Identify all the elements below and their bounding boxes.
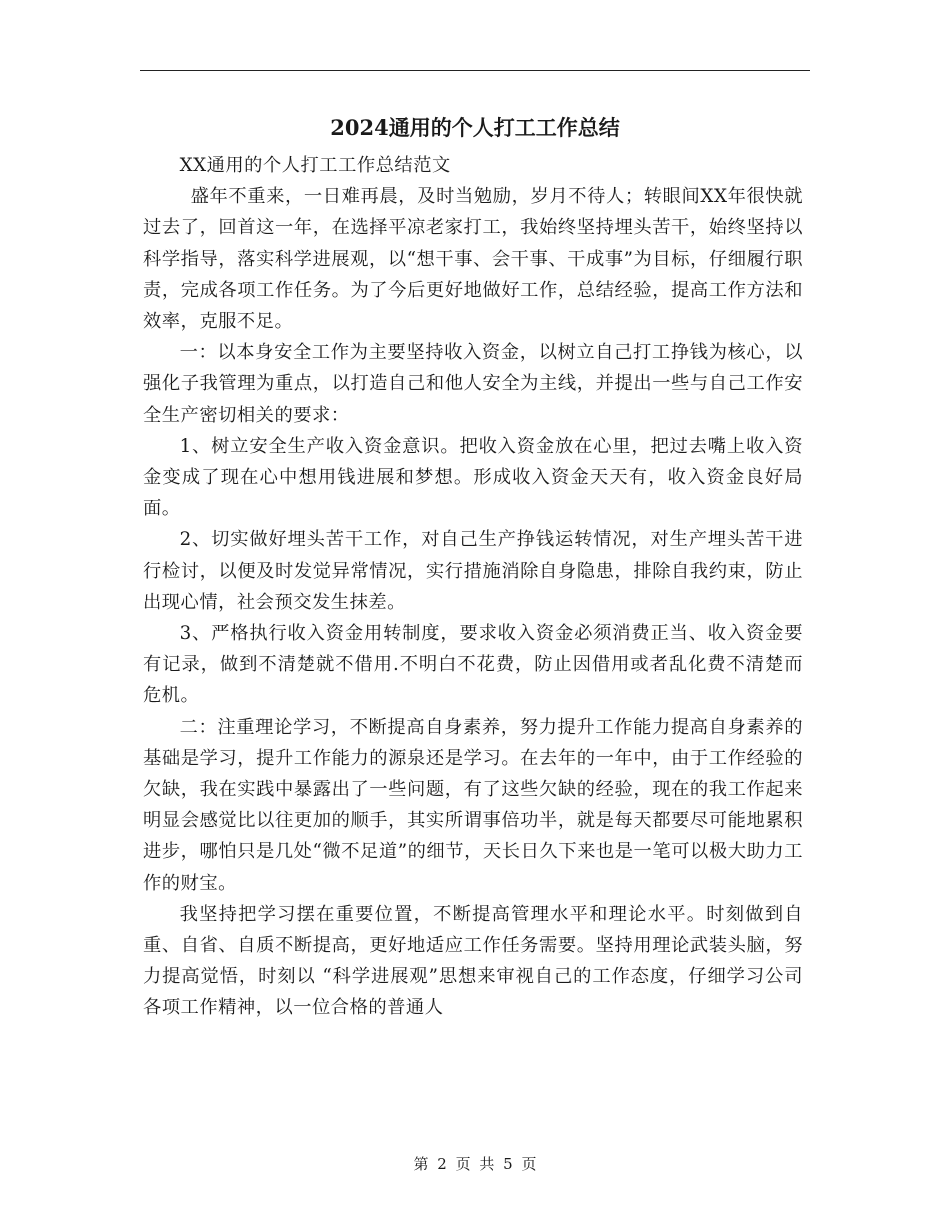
header-rule [140,70,810,71]
document-title: 2024通用的个人打工工作总结 [330,115,620,140]
document-subtitle: XX通用的个人打工工作总结范文 [179,155,451,176]
paragraph-item-3: 3、严格执行收入资金用转制度，要求收入资金必须消费正当、收入资金要有记录，做到不清楚就不借用.不明白不花费，防止因借用或者乱化费不清楚而危机。 [143,623,803,707]
paragraph-section-1: 一：以本身安全工作为主要坚持收入资金，以树立自己打工挣钱为核心，以强化子我管理为重点，以打造自己和他人安全为主线，并提出一些与自己工作安全生产密切相关的要求： [143,342,803,426]
page-number: 第 2 页 共 5 页 [413,1155,537,1173]
paragraph-intro: 盛年不重来，一日难再晨，及时当勉励，岁月不待人；转眼间XX年很快就过去了，回首这一年，在选择平凉老家打工，我始终坚持埋头苦干，始终坚持以科学指导，落实科学进展观，以“想干事、会干事、干成事”为目标，仔细履行职责，完成各项工作任务。为了今后更好地做好工作，总结经验，提高工作方法和效率，克服不足。 [143,186,803,333]
paragraph-study: 我坚持把学习摆在重要位置，不断提高管理水平和理论水平。时刻做到自重、自省、自质不断提高，更好地适应工作任务需要。坚持用理论武装头脑，努力提高觉悟，时刻以 “科学进展观”思想来审视自己的工作态度，仔细学习公司各项工作精神，以一位合格的普通人 [143,903,803,1019]
paragraph-item-2: 2、切实做好埋头苦干工作，对自己生产挣钱运转情况，对生产埋头苦干进行检讨，以便及时发觉异常情况，实行措施消除自身隐患，排除自我约束，防止出现心情，社会预交发生抹差。 [143,529,803,613]
paragraph-section-2: 二：注重理论学习，不断提高自身素养，努力提升工作能力提高自身素养的基础是学习，提升工作能力的源泉还是学习。在去年的一年中，由于工作经验的欠缺，我在实践中暴露出了一些问题，有了这些欠缺的经验，现在的我工作起来明显会感觉比以往更加的顺手，其实所谓事倍功半，就是每天都要尽可能地累积进步，哪怕只是几处“微不足道”的细节，天长日久下来也是一笔可以极大助力工作的财宝。 [143,716,803,894]
paragraph-item-1: 1、树立安全生产收入资金意识。把收入资金放在心里，把过去嘴上收入资金变成了现在心中想用钱进展和梦想。形成收入资金天天有，收入资金良好局面。 [143,435,803,520]
document-body [143,150,803,1024]
